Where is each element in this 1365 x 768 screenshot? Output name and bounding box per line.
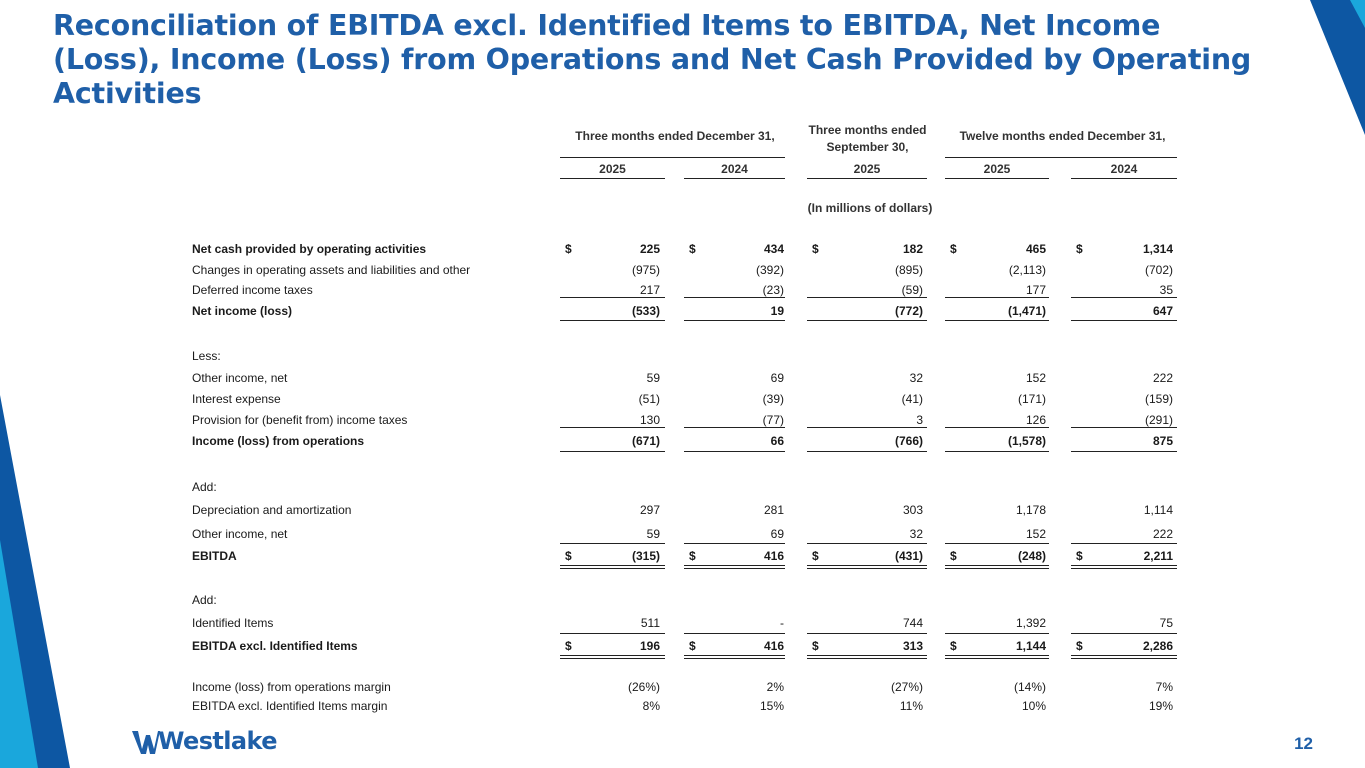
row-label: Income (loss) from operations margin bbox=[192, 680, 391, 694]
sum-rule bbox=[560, 451, 665, 452]
sum-rule bbox=[945, 543, 1049, 544]
dollar-sign: $ bbox=[1076, 242, 1083, 256]
cell-value: (533) bbox=[631, 304, 660, 318]
cell-value: 744 bbox=[902, 616, 923, 630]
year-rule bbox=[807, 178, 927, 179]
year-header: 2025 bbox=[983, 162, 1011, 176]
cell-value: 1,314 bbox=[1142, 242, 1173, 256]
sum-rule bbox=[1071, 543, 1177, 544]
cell-value: (671) bbox=[631, 434, 660, 448]
sum-rule bbox=[684, 633, 785, 634]
double-sum-rule bbox=[807, 568, 927, 569]
cell-value: (315) bbox=[631, 549, 660, 563]
cell-value: 32 bbox=[909, 371, 923, 385]
cell-value: (291) bbox=[1144, 413, 1173, 427]
sum-rule bbox=[1071, 451, 1177, 452]
cell-value: 2,286 bbox=[1142, 639, 1173, 653]
cell-value: (975) bbox=[631, 263, 660, 277]
row-label: EBITDA excl. Identified Items bbox=[192, 639, 358, 653]
year-header: 2024 bbox=[1110, 162, 1138, 176]
table-row bbox=[0, 526, 1365, 542]
cell-value: 1,392 bbox=[1015, 616, 1046, 630]
double-sum-rule bbox=[807, 658, 927, 659]
cell-value: (27%) bbox=[890, 680, 923, 694]
cell-value: 434 bbox=[763, 242, 784, 256]
sum-rule bbox=[560, 320, 665, 321]
dollar-sign: $ bbox=[950, 639, 957, 653]
year-header: 2025 bbox=[853, 162, 881, 176]
cell-value: 152 bbox=[1025, 527, 1046, 541]
row-label: Interest expense bbox=[192, 392, 281, 406]
cell-value: (41) bbox=[901, 392, 923, 406]
double-sum-rule bbox=[684, 568, 785, 569]
cell-value: 8% bbox=[642, 699, 660, 713]
page-number: 12 bbox=[1294, 734, 1313, 753]
cell-value: (159) bbox=[1144, 392, 1173, 406]
header-group-three-months-sep: Three months ended September 30, bbox=[808, 123, 927, 154]
cell-value: 59 bbox=[646, 371, 660, 385]
cell-value: (2,113) bbox=[1008, 263, 1046, 277]
cell-value: - bbox=[780, 616, 784, 630]
cell-value: 511 bbox=[640, 616, 660, 630]
sum-rule bbox=[684, 297, 785, 298]
sum-rule bbox=[1071, 655, 1177, 656]
header-group-three-months-dec: Three months ended December 31, bbox=[575, 129, 775, 143]
sum-rule bbox=[684, 565, 785, 566]
cell-value: 32 bbox=[909, 527, 923, 541]
dollar-sign: $ bbox=[1076, 549, 1083, 563]
cell-value: 1,178 bbox=[1015, 503, 1046, 517]
sum-rule bbox=[945, 297, 1049, 298]
table-row bbox=[0, 638, 1365, 654]
sum-rule bbox=[1071, 297, 1177, 298]
cell-value: 69 bbox=[770, 371, 784, 385]
westlake-logo-icon bbox=[132, 727, 160, 757]
cell-value: 35 bbox=[1159, 283, 1173, 297]
cell-value: 182 bbox=[902, 242, 923, 256]
dollar-sign: $ bbox=[565, 242, 572, 256]
cell-value: (1,471) bbox=[1007, 304, 1046, 318]
dollar-sign: $ bbox=[1076, 639, 1083, 653]
dollar-sign: $ bbox=[950, 549, 957, 563]
table-row bbox=[0, 303, 1365, 319]
cell-value: 19 bbox=[770, 304, 784, 318]
row-label: Less: bbox=[192, 349, 221, 363]
cell-value: 196 bbox=[639, 639, 660, 653]
row-label: Other income, net bbox=[192, 371, 288, 385]
sum-rule bbox=[684, 451, 785, 452]
dollar-sign: $ bbox=[812, 639, 819, 653]
sum-rule bbox=[945, 655, 1049, 656]
sum-rule bbox=[684, 655, 785, 656]
cell-value: 19% bbox=[1148, 699, 1173, 713]
sum-rule bbox=[1071, 427, 1177, 428]
row-label: EBITDA bbox=[192, 549, 237, 563]
units-label: (In millions of dollars) bbox=[807, 201, 933, 215]
sum-rule bbox=[1071, 565, 1177, 566]
cell-value: 303 bbox=[902, 503, 923, 517]
sum-rule bbox=[807, 633, 927, 634]
double-sum-rule bbox=[1071, 658, 1177, 659]
cell-value: 281 bbox=[763, 503, 784, 517]
cell-value: 10% bbox=[1021, 699, 1046, 713]
sum-rule bbox=[1071, 633, 1177, 634]
cell-value: 15% bbox=[759, 699, 784, 713]
cell-value: 59 bbox=[646, 527, 660, 541]
cell-value: (26%) bbox=[627, 680, 660, 694]
sum-rule bbox=[945, 565, 1049, 566]
logo-text: Westlake bbox=[158, 727, 277, 755]
year-rule bbox=[560, 178, 665, 179]
cell-value: 7% bbox=[1155, 680, 1173, 694]
dollar-sign: $ bbox=[565, 549, 572, 563]
sum-rule bbox=[807, 427, 927, 428]
cell-value: 126 bbox=[1025, 413, 1046, 427]
cell-value: 1,144 bbox=[1015, 639, 1046, 653]
sum-rule bbox=[684, 543, 785, 544]
year-rule bbox=[945, 178, 1049, 179]
cell-value: 313 bbox=[902, 639, 923, 653]
cell-value: 465 bbox=[1025, 242, 1046, 256]
cell-value: 875 bbox=[1152, 434, 1173, 448]
row-label: Depreciation and amortization bbox=[192, 503, 352, 517]
row-label: Net cash provided by operating activities bbox=[192, 242, 427, 256]
table-row bbox=[0, 679, 1365, 695]
dollar-sign: $ bbox=[812, 549, 819, 563]
table-row bbox=[0, 502, 1365, 518]
row-label: Deferred income taxes bbox=[192, 283, 313, 297]
sum-rule bbox=[560, 633, 665, 634]
page-title: Reconciliation of EBITDA excl. Identified Items to EBITDA, Net Income (Loss), Income (Loss) from Operations and Net Cash Provided by Operating Activities bbox=[53, 9, 1252, 110]
dollar-sign: $ bbox=[950, 242, 957, 256]
cell-value: 66 bbox=[770, 434, 784, 448]
table-row bbox=[0, 479, 1365, 495]
double-sum-rule bbox=[945, 568, 1049, 569]
cell-value: (14%) bbox=[1013, 680, 1046, 694]
year-rule bbox=[1071, 178, 1177, 179]
cell-value: (895) bbox=[894, 263, 923, 277]
cell-value: 297 bbox=[639, 503, 660, 517]
table-row bbox=[0, 282, 1365, 298]
sum-rule bbox=[945, 320, 1049, 321]
sum-rule bbox=[807, 320, 927, 321]
double-sum-rule bbox=[1071, 568, 1177, 569]
dollar-sign: $ bbox=[689, 549, 696, 563]
table-row bbox=[0, 698, 1365, 714]
cell-value: 3 bbox=[916, 413, 923, 427]
row-label: Add: bbox=[192, 480, 217, 494]
cell-value: 225 bbox=[639, 242, 660, 256]
sum-rule bbox=[945, 451, 1049, 452]
sum-rule bbox=[945, 427, 1049, 428]
cell-value: 1,114 bbox=[1143, 503, 1173, 517]
cell-value: (392) bbox=[755, 263, 784, 277]
header-group-twelve-months-dec: Twelve months ended December 31, bbox=[959, 129, 1166, 143]
cell-value: 177 bbox=[1025, 283, 1046, 297]
right-stripe-dark bbox=[1310, 0, 1365, 135]
row-label: Net income (loss) bbox=[192, 304, 293, 318]
cell-value: (23) bbox=[762, 283, 784, 297]
cell-value: (1,578) bbox=[1007, 434, 1046, 448]
dollar-sign: $ bbox=[689, 639, 696, 653]
sum-rule bbox=[807, 451, 927, 452]
cell-value: 130 bbox=[639, 413, 660, 427]
table-row bbox=[0, 615, 1365, 631]
dollar-sign: $ bbox=[689, 242, 696, 256]
cell-value: (431) bbox=[894, 549, 923, 563]
cell-value: 217 bbox=[639, 283, 660, 297]
cell-value: (39) bbox=[762, 392, 784, 406]
table-row bbox=[0, 370, 1365, 386]
sum-rule bbox=[807, 565, 927, 566]
header-rule-group1 bbox=[560, 157, 785, 158]
sum-rule bbox=[807, 297, 927, 298]
row-label: Provision for (benefit from) income taxes bbox=[192, 413, 408, 427]
sum-rule bbox=[1071, 320, 1177, 321]
table-row bbox=[0, 348, 1365, 364]
double-sum-rule bbox=[560, 658, 665, 659]
row-label: Add: bbox=[192, 593, 217, 607]
cell-value: (766) bbox=[894, 434, 923, 448]
cell-value: (248) bbox=[1017, 549, 1046, 563]
sum-rule bbox=[684, 427, 785, 428]
table-row bbox=[0, 433, 1365, 449]
table-row bbox=[0, 262, 1365, 278]
header-rule-group3 bbox=[945, 157, 1177, 158]
cell-value: 152 bbox=[1025, 371, 1046, 385]
cell-value: 222 bbox=[1152, 527, 1173, 541]
dollar-sign: $ bbox=[812, 242, 819, 256]
sum-rule bbox=[807, 655, 927, 656]
row-label: EBITDA excl. Identified Items margin bbox=[192, 699, 388, 713]
sum-rule bbox=[807, 543, 927, 544]
sum-rule bbox=[560, 297, 665, 298]
year-header: 2024 bbox=[721, 162, 748, 176]
cell-value: (702) bbox=[1144, 263, 1173, 277]
row-label: Changes in operating assets and liabilities and other bbox=[192, 263, 471, 277]
cell-value: 416 bbox=[763, 549, 784, 563]
table-row bbox=[0, 241, 1365, 257]
cell-value: (772) bbox=[894, 304, 923, 318]
cell-value: 69 bbox=[770, 527, 784, 541]
year-rule bbox=[684, 178, 785, 179]
cell-value: 11% bbox=[899, 699, 923, 713]
row-label: Income (loss) from operations bbox=[192, 434, 365, 448]
cell-value: (59) bbox=[901, 283, 923, 297]
sum-rule bbox=[560, 655, 665, 656]
table-row bbox=[0, 592, 1365, 608]
sum-rule bbox=[945, 633, 1049, 634]
cell-value: 75 bbox=[1159, 616, 1173, 630]
cell-value: 2,211 bbox=[1143, 549, 1173, 563]
cell-value: 2% bbox=[766, 680, 784, 694]
double-sum-rule bbox=[684, 658, 785, 659]
table-row bbox=[0, 412, 1365, 428]
cell-value: 222 bbox=[1152, 371, 1173, 385]
sum-rule bbox=[560, 543, 665, 544]
sum-rule bbox=[684, 320, 785, 321]
table-row bbox=[0, 391, 1365, 407]
cell-value: 416 bbox=[763, 639, 784, 653]
dollar-sign: $ bbox=[565, 639, 572, 653]
table-row bbox=[0, 548, 1365, 564]
cell-value: (171) bbox=[1017, 392, 1046, 406]
cell-value: (51) bbox=[638, 392, 660, 406]
cell-value: (77) bbox=[762, 413, 784, 427]
row-label: Other income, net bbox=[192, 527, 288, 541]
double-sum-rule bbox=[945, 658, 1049, 659]
sum-rule bbox=[560, 427, 665, 428]
cell-value: 647 bbox=[1152, 304, 1173, 318]
year-header: 2025 bbox=[599, 162, 626, 176]
sum-rule bbox=[560, 565, 665, 566]
row-label: Identified Items bbox=[192, 616, 274, 630]
double-sum-rule bbox=[560, 568, 665, 569]
